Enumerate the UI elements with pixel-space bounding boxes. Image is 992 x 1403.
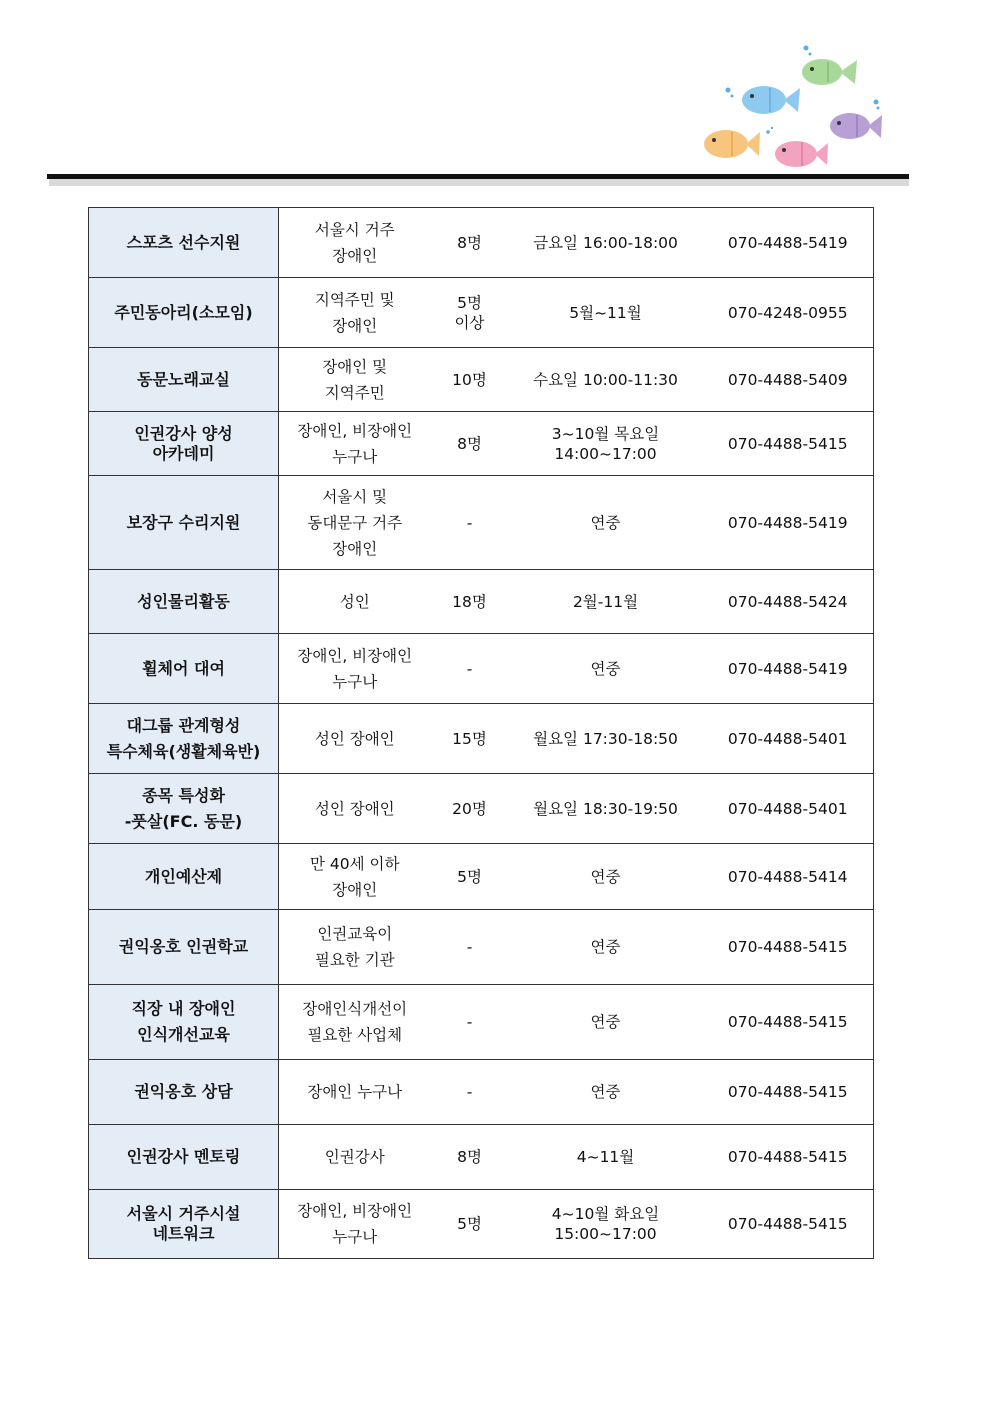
target-cell: 서울시 및 동대문구 거주 장애인 (279, 476, 431, 570)
header-rule (47, 174, 909, 179)
table-row (89, 844, 874, 910)
phone-cell: 070-4488-5401 (703, 774, 874, 844)
phone-cell: 070-4488-5415 (703, 910, 874, 985)
phone-cell: 070-4248-0955 (703, 278, 874, 348)
program-name: 개인예산제 (89, 844, 279, 910)
capacity-cell: 5명 (431, 844, 509, 910)
fish-pink-icon (775, 141, 828, 167)
fish-purple-icon (830, 113, 882, 139)
header-rule-shadow (49, 179, 909, 186)
table-row (89, 1190, 874, 1259)
target-cell: 서울시 거주 장애인 (279, 208, 431, 278)
period-cell: 3~10월 목요일 14:00~17:00 (509, 412, 703, 476)
capacity-cell: 10명 (431, 348, 509, 412)
phone-cell: 070-4488-5415 (703, 412, 874, 476)
program-name: 대그룹 관계형성 특수체육(생활체육반) (89, 704, 279, 774)
table-row (89, 278, 874, 348)
period-cell: 4~11월 (509, 1125, 703, 1190)
program-name: 종목 특성화 -풋살(FC. 동문) (89, 774, 279, 844)
period-cell: 4~10월 화요일 15:00~17:00 (509, 1190, 703, 1259)
fish-illustration (692, 38, 892, 173)
period-cell: 연중 (509, 634, 703, 704)
capacity-cell: 18명 (431, 570, 509, 634)
phone-cell: 070-4488-5409 (703, 348, 874, 412)
table-row (89, 348, 874, 412)
program-name: 인권강사 멘토링 (89, 1125, 279, 1190)
capacity-cell: - (431, 476, 509, 570)
phone-cell: 070-4488-5414 (703, 844, 874, 910)
program-name: 휠체어 대여 (89, 634, 279, 704)
capacity-cell: 5명 이상 (431, 278, 509, 348)
program-name: 직장 내 장애인 인식개선교육 (89, 985, 279, 1060)
capacity-cell: 15명 (431, 704, 509, 774)
table-row (89, 1060, 874, 1125)
phone-cell: 070-4488-5424 (703, 570, 874, 634)
program-name: 서울시 거주시설 네트워크 (89, 1190, 279, 1259)
phone-cell: 070-4488-5401 (703, 704, 874, 774)
table-row (89, 985, 874, 1060)
phone-cell: 070-4488-5415 (703, 1190, 874, 1259)
period-cell: 연중 (509, 985, 703, 1060)
capacity-cell: 5명 (431, 1190, 509, 1259)
program-name: 권익옹호 인권학교 (89, 910, 279, 985)
target-cell: 장애인 누구나 (279, 1060, 431, 1125)
target-cell: 장애인, 비장애인 누구나 (279, 1190, 431, 1259)
target-cell: 지역주민 및 장애인 (279, 278, 431, 348)
table-row (89, 634, 874, 704)
phone-cell: 070-4488-5415 (703, 985, 874, 1060)
program-name: 성인물리활동 (89, 570, 279, 634)
capacity-cell: 8명 (431, 1125, 509, 1190)
target-cell: 인권교육이 필요한 기관 (279, 910, 431, 985)
target-cell: 성인 장애인 (279, 774, 431, 844)
capacity-cell: - (431, 1060, 509, 1125)
capacity-cell: 8명 (431, 412, 509, 476)
capacity-cell: 8명 (431, 208, 509, 278)
program-name: 권익옹호 상담 (89, 1060, 279, 1125)
fish-green-icon (802, 59, 857, 85)
period-cell: 연중 (509, 1060, 703, 1125)
program-table (88, 207, 874, 1259)
period-cell: 월요일 17:30-18:50 (509, 704, 703, 774)
capacity-cell: 20명 (431, 774, 509, 844)
target-cell: 성인 (279, 570, 431, 634)
table-row (89, 910, 874, 985)
program-table-body (89, 208, 874, 1259)
capacity-cell: - (431, 985, 509, 1060)
period-cell: 연중 (509, 910, 703, 985)
program-name: 인권강사 양성 아카데미 (89, 412, 279, 476)
period-cell: 수요일 10:00-11:30 (509, 348, 703, 412)
target-cell: 장애인식개선이 필요한 사업체 (279, 985, 431, 1060)
table-row (89, 208, 874, 278)
target-cell: 성인 장애인 (279, 704, 431, 774)
capacity-cell: - (431, 910, 509, 985)
target-cell: 장애인 및 지역주민 (279, 348, 431, 412)
fish-blue-icon (742, 86, 800, 114)
period-cell: 월요일 18:30-19:50 (509, 774, 703, 844)
period-cell: 5월~11월 (509, 278, 703, 348)
phone-cell: 070-4488-5419 (703, 208, 874, 278)
target-cell: 장애인, 비장애인 누구나 (279, 634, 431, 704)
program-name: 주민동아리(소모임) (89, 278, 279, 348)
table-row (89, 570, 874, 634)
period-cell: 연중 (509, 844, 703, 910)
phone-cell: 070-4488-5419 (703, 634, 874, 704)
table-row (89, 412, 874, 476)
table-row (89, 774, 874, 844)
target-cell: 인권강사 (279, 1125, 431, 1190)
target-cell: 장애인, 비장애인 누구나 (279, 412, 431, 476)
program-name: 동문노래교실 (89, 348, 279, 412)
table-row (89, 476, 874, 570)
target-cell: 만 40세 이하 장애인 (279, 844, 431, 910)
phone-cell: 070-4488-5415 (703, 1125, 874, 1190)
fish-orange-icon (704, 130, 760, 158)
program-name: 보장구 수리지원 (89, 476, 279, 570)
table-row (89, 1125, 874, 1190)
period-cell: 금요일 16:00-18:00 (509, 208, 703, 278)
phone-cell: 070-4488-5419 (703, 476, 874, 570)
phone-cell: 070-4488-5415 (703, 1060, 874, 1125)
table-row (89, 704, 874, 774)
period-cell: 연중 (509, 476, 703, 570)
period-cell: 2월-11월 (509, 570, 703, 634)
program-name: 스포츠 선수지원 (89, 208, 279, 278)
capacity-cell: - (431, 634, 509, 704)
